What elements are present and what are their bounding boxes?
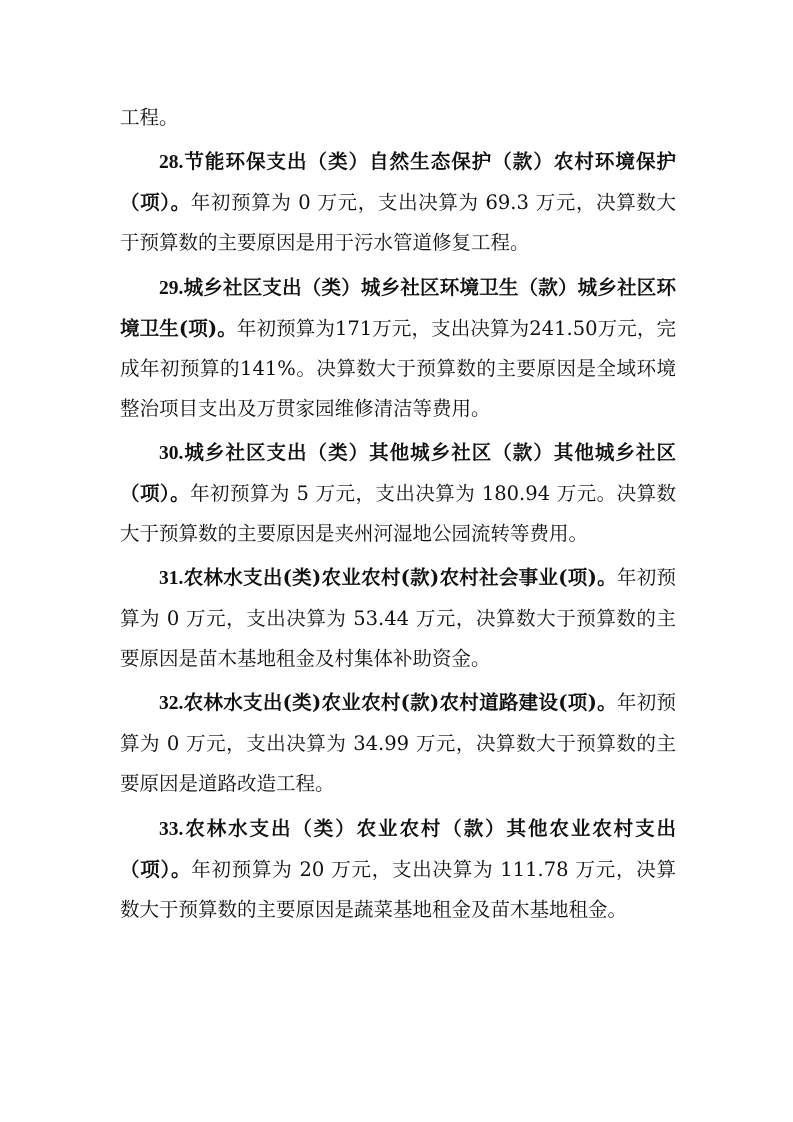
paragraph-item-33 bbox=[120, 809, 676, 930]
item-heading: 节能环保支出（类）自然生态保护（款）农村环境保护（项）。 bbox=[120, 150, 676, 215]
paragraph-continuation bbox=[120, 98, 676, 138]
item-number: 29. bbox=[159, 277, 184, 299]
paragraph-item-31 bbox=[120, 558, 676, 679]
item-body: 年初预算为 0 万元，支出决算为 53.44 万元，决算数大于预算数的主要原因是苗木基地租金及村集体补助资金。 bbox=[120, 566, 676, 671]
item-heading: 农林水支出（类）农业农村（款）其他农业农村支出（项）。 bbox=[120, 816, 676, 881]
item-heading: 农林水支出(类)农业农村(款)农村道路建设(项)。 bbox=[183, 691, 617, 715]
item-heading: 城乡社区支出（类）其他城乡社区（款）其他城乡社区（项）。 bbox=[120, 440, 676, 505]
item-number: 28. bbox=[159, 152, 184, 174]
item-heading: 农林水支出(类)农业农村(款)农村社会事业(项)。 bbox=[183, 566, 617, 590]
item-body: 年初预算为171万元，支出决算为241.50万元，完成年初预算的141%。决算数大于预算数的主要原因是全域环境整治项目支出及万贯家园维修清洁等费用。 bbox=[120, 316, 677, 420]
item-number: 31. bbox=[159, 568, 184, 590]
item-heading: 城乡社区支出（类）城乡社区环境卫生（款）城乡社区环境卫生(项)。 bbox=[120, 275, 676, 340]
item-body: 年初预算为 0 万元，支出决算为 34.99 万元，决算数大于预算数的主要原因是道路改造工程。 bbox=[120, 691, 676, 796]
paragraph-body: 工程。 bbox=[120, 106, 179, 129]
item-number: 33. bbox=[159, 818, 184, 840]
paragraph-item-28 bbox=[120, 142, 676, 263]
item-body: 年初预算为 5 万元，支出决算为 180.94 万元。决算数大于预算数的主要原因是夹州河湿地公园流转等费用。 bbox=[120, 481, 676, 545]
item-body: 年初预算为 0 万元，支出决算为 69.3 万元，决算数大于预算数的主要原因是用于污水管道修复工程。 bbox=[120, 191, 676, 255]
paragraph-item-32 bbox=[120, 683, 676, 804]
paragraph-item-30 bbox=[120, 433, 676, 554]
paragraph-item-29 bbox=[120, 268, 676, 429]
item-number: 32. bbox=[159, 693, 184, 715]
item-body: 年初预算为 20 万元，支出决算为 111.78 万元，决算数大于预算数的主要原因是蔬菜基地租金及苗木基地租金。 bbox=[120, 857, 676, 921]
item-number: 30. bbox=[159, 442, 184, 464]
document-body bbox=[120, 98, 676, 934]
